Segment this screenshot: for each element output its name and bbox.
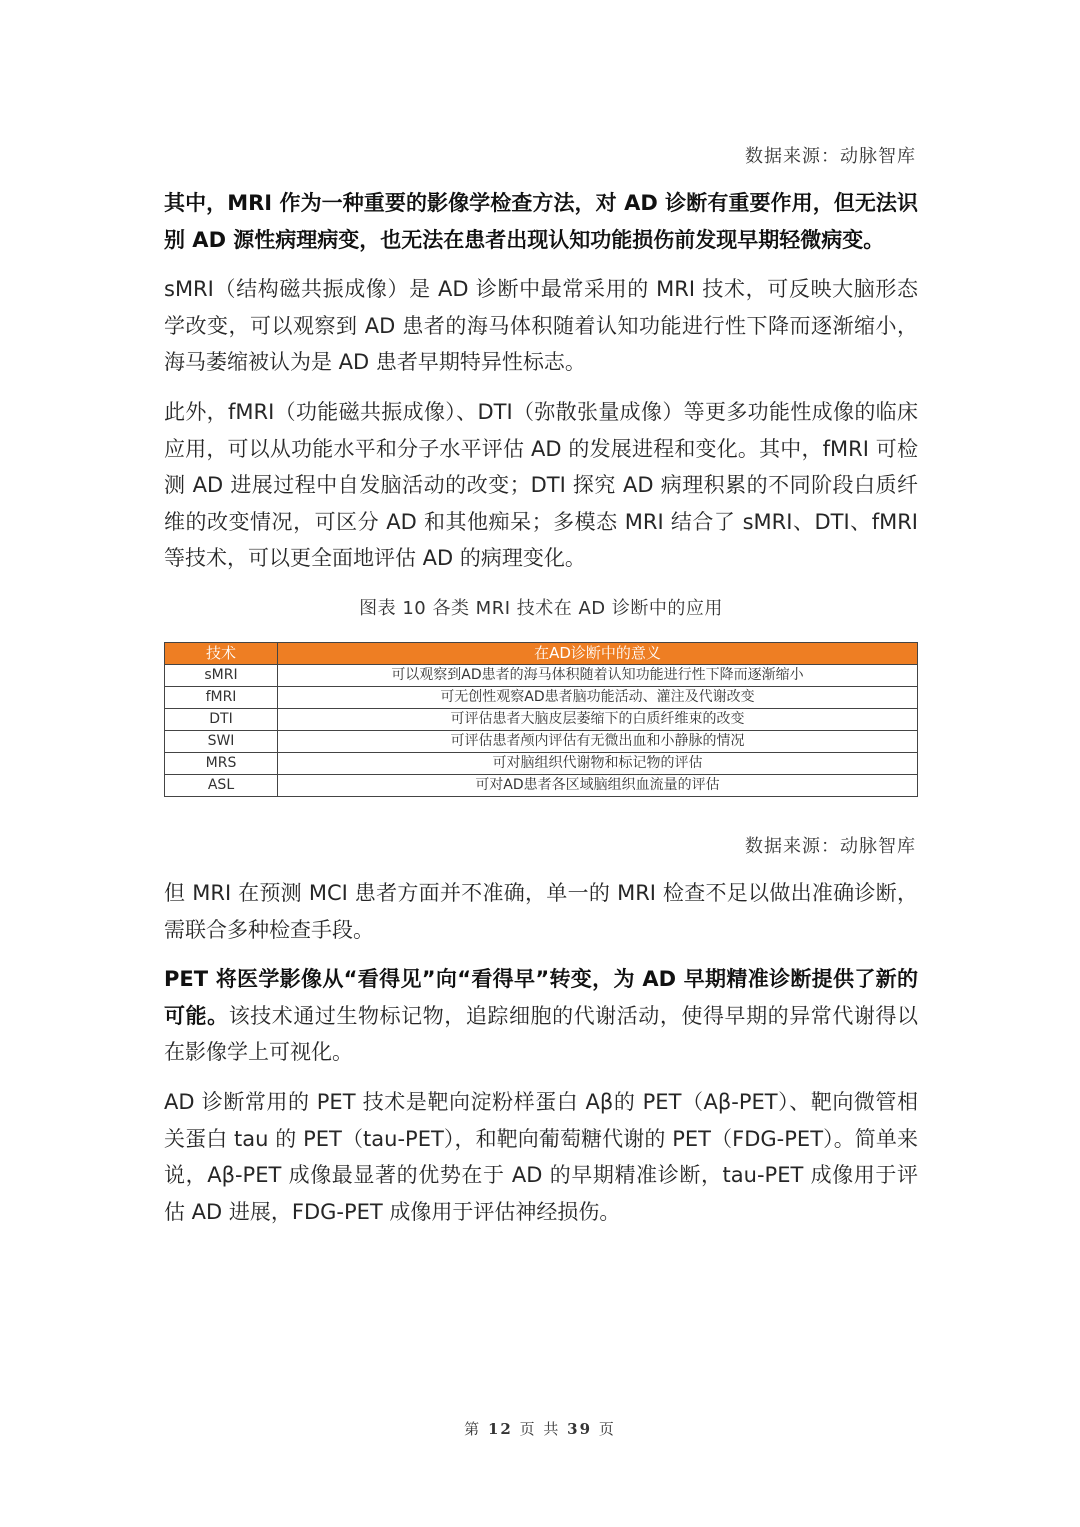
table-row	[165, 731, 918, 753]
cell-technique: SWI	[165, 731, 278, 753]
footer-post: 页	[598, 1420, 616, 1438]
cell-technique: fMRI	[165, 687, 278, 709]
paragraph-pet-techniques: AD 诊断常用的 PET 技术是靶向淀粉样蛋白 Aβ的 PET（Aβ-PET）、靶向微管相关蛋白 tau 的 PET（tau-PET），和靶向葡萄糖代谢的 PET（FDG-PET）。简单来说，Aβ-PET 成像最显著的优势在于 AD 的早期精准诊断，tau-PET 成像用于评估 AD 进展，FDG-PET 成像用于评估神经损伤。	[164, 1090, 918, 1224]
cell-significance: 可评估患者颅内评估有无微出血和小静脉的情况	[278, 731, 918, 753]
cell-technique: DTI	[165, 709, 278, 731]
header-technique: 技术	[165, 643, 278, 665]
cell-technique: sMRI	[165, 665, 278, 687]
paragraph-mri-intro: 其中，MRI 作为一种重要的影像学检查方法，对 AD 诊断有重要作用，但无法识别 AD 源性病理病变，也无法在患者出现认知功能损伤前发现早期轻微病变。	[164, 191, 918, 252]
cell-significance: 可以观察到AD患者的海马体积随着认知功能进行性下降而逐渐缩小	[278, 665, 918, 687]
footer-total-pages: 39	[567, 1420, 593, 1438]
paragraph-smri: sMRI（结构磁共振成像）是 AD 诊断中最常采用的 MRI 技术，可反映大脑形态学改变，可以观察到 AD 患者的海马体积随着认知功能进行性下降而逐渐缩小，海马萎缩被认为是 AD 患者早期特异性标志。	[164, 277, 918, 374]
cell-significance: 可对AD患者各区域脑组织血流量的评估	[278, 775, 918, 797]
cell-technique: MRS	[165, 753, 278, 775]
table-header-row	[165, 643, 918, 665]
header-significance: 在AD诊断中的意义	[278, 643, 918, 665]
paragraph-mri-limitation: 但 MRI 在预测 MCI 患者方面并不准确，单一的 MRI 检查不足以做出准确诊断，需联合多种检查手段。	[164, 881, 918, 942]
mri-techniques-table	[164, 642, 918, 797]
pet-intro-rest: 该技术通过生物标记物，追踪细胞的代谢活动，使得早期的异常代谢得以在影像学上可视化。	[164, 1003, 919, 1064]
table-row	[165, 753, 918, 775]
table-row	[165, 709, 918, 731]
table-caption: 图表 10 各类 MRI 技术在 AD 诊断中的应用	[359, 598, 723, 619]
table-row	[165, 687, 918, 709]
page-footer	[0, 1418, 1080, 1439]
paragraph-pet-intro	[164, 961, 918, 1071]
cell-technique: ASL	[165, 775, 278, 797]
footer-pre: 第	[464, 1420, 482, 1438]
footer-page-number: 12	[487, 1420, 513, 1438]
data-source-note: 数据来源：动脉智库	[745, 146, 916, 167]
cell-significance: 可对脑组织代谢物和标记物的评估	[278, 753, 918, 775]
table-row	[165, 775, 918, 797]
footer-mid: 页 共	[519, 1420, 561, 1438]
data-source-note: 数据来源：动脉智库	[745, 836, 916, 857]
paragraph-fmri-dti: 此外，fMRI（功能磁共振成像）、DTI（弥散张量成像）等更多功能性成像的临床应用，可以从功能水平和分子水平评估 AD 的发展进程和变化。其中，fMRI 可检测 AD 进展过程中自发脑活动的改变；DTI 探究 AD 病理积累的不同阶段白质纤维的改变情况，可区分 AD 和其他痴呆；多模态 MRI 结合了 sMRI、DTI、fMRI 等技术，可以更全面地评估 AD 的病理变化。	[164, 400, 918, 570]
cell-significance: 可无创性观察AD患者脑功能活动、灌注及代谢改变	[278, 687, 918, 709]
table-row	[165, 665, 918, 687]
cell-significance: 可评估患者大脑皮层萎缩下的白质纤维束的改变	[278, 709, 918, 731]
pet-intro-bold: PET 将医学影像从“看得见”向“看得早”转变，为 AD 早期精准诊断提供了新的可能。	[164, 967, 918, 1028]
